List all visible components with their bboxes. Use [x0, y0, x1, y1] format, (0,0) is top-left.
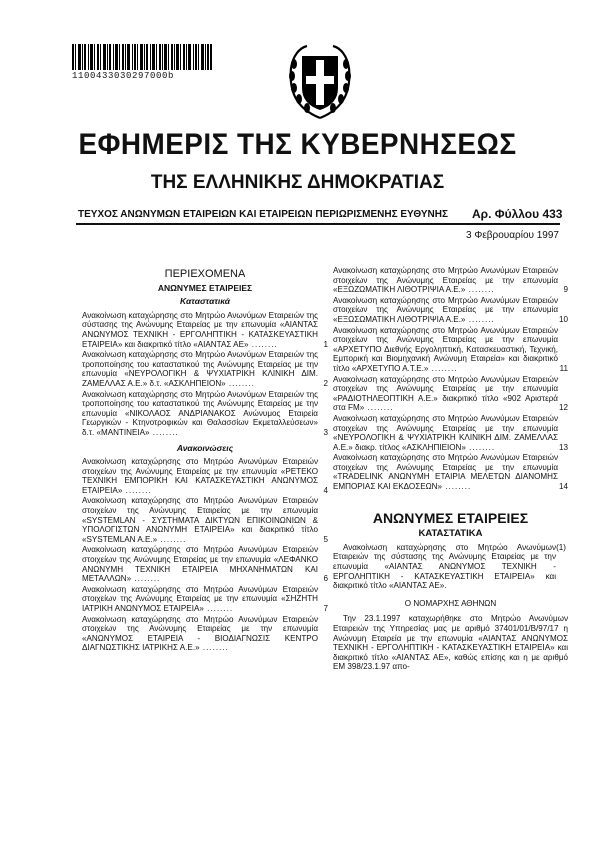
leader-dots: ........ [442, 482, 472, 492]
page-number: 7 [323, 604, 328, 613]
page-number: 10 [558, 314, 568, 324]
leader-dots: ........ [203, 604, 234, 613]
sheet-number: Αρ. Φύλλου 433 [472, 207, 563, 221]
contents-list-statutes [82, 311, 328, 438]
contents-entry [333, 414, 568, 452]
body-subsection-heading: ΚΑΤΑΣΤΑΤΙΚΑ [418, 528, 483, 540]
body-section-heading: ΑΝΩΝΥΜΕΣ ΕΤΑΙΡΕΙΕΣ [372, 509, 529, 526]
item-number: (1) [556, 542, 566, 552]
contents-entry [82, 457, 328, 495]
entry-text: Ανακοίνωση καταχώρησης στο Μητρώο Ανωνύμων Εταιρειών στοιχείων της Ανώνυμης Εταιρείας με την επωνυμία «ΝΕΥΡΟΛΟΓΙΚΗ & ΨΥΧΙΑΤΡΙΚΗ ΚΛΙΝΙΚΗ ΔΙΜ. ΖΑΜΕΛΛΑΣ Α.Ε.» διακρ. τίτλος «ΑΣΚΛΗΠΙΕΙΟΝ» [333, 413, 558, 452]
leader-dots: ........ [465, 442, 496, 452]
entry-text: Ανακοίνωση καταχώρησης στο Μητρώο Ανωνύμων Εταιρειών της τροποποίησης του καταστατικού της Ανώνυμης Εταιρείας με την επωνυμία «ΝΕΥΡΟΛΟΓΙΚΗ & ΨΥΧΙΑΤΡΙΚΗ ΚΛΙΝΙΚΗ ΔΙΜ. ΖΑΜΕΛΛΑΣ Α.Ε.» δ.τ. «ΑΣΚΛΗΠΕΙΟΝ» [82, 350, 318, 388]
gazette-subtitle: ΤΗΣ ΕΛΛΗΝΙΚΗΣ ΔΗΜΟΚΡΑΤΙΑΣ [150, 172, 445, 193]
entry-text: Ανακοίνωση καταχώρησης στο Μητρώο Ανωνύμων Εταιρειών στοιχείων της Ανώνυμης Εταιρείας με την επωνυμία «ΡΑΔΙΟΤΗΛΕΟΠΤΙΚΗ Α.Ε.» διακριτικό τίτλο «902 Αριστερά στα FM» [333, 374, 558, 413]
barcode [72, 44, 212, 70]
leader-dots: ........ [157, 534, 187, 544]
nomarch-heading: Ο ΝΟΜΑΡΧΗΣ ΑΘΗΝΩΝ [404, 598, 497, 608]
contents-entry [333, 296, 568, 325]
leader-dots: ........ [428, 363, 458, 373]
entry-text: Ανακοίνωση καταχώρησης στο Μητρώο Ανωνύμων Εταιρειών στοιχείων της Ανώνυμης Εταιρείας με την επωνυμία «ΕΞΩΖΩΜΑΤΙΚΗ ΛΙΘΟΤΡΙΨΙΑ Α.Ε.» [333, 266, 558, 295]
contents-sub-announcements: Ανακοινώσεις [176, 442, 234, 453]
contents-entry [82, 545, 328, 583]
entry-text: Ανακοίνωση καταχώρησης στο Μητρώο Ανωνύμων Εταιρειών στοιχείων της Ανώνυμης Εταιρείας με την επωνυμία «ΕΞΩΣΩΜΑΤΙΚΗ ΛΙΘΟΤΡΙΨΙΑ Α.Ε.» [333, 295, 558, 324]
entry-text: Ανακοίνωση καταχώρησης στο Μητρώο Ανωνύμων Εταιρειών στοιχείων της Ανώνυμης Εταιρείας με την επωνυμία «ΡΕΤΕΚΟ ΤΕΧΝΙΚΗ ΕΜΠΟΡΙΚΗ ΚΑΙ ΚΑΤΑΣΚΕΥΑΣΤΙΚΗ ΑΝΩΝΥΜΟΣ ΕΤΑΙΡΕΙΑ» [82, 457, 318, 495]
contents-section: ΑΝΩΝΥΜΕΣ ΕΤΑΙΡΕΙΕΣ [157, 282, 253, 293]
right-column [333, 266, 568, 672]
leader-dots: ........ [149, 427, 179, 437]
leader-dots: ........ [248, 339, 278, 349]
page-number: 2 [323, 378, 328, 388]
page-number: 6 [323, 574, 328, 584]
leader-dots: ........ [122, 485, 152, 495]
page-number: 9 [563, 285, 568, 295]
contents-sub-statutes: Καταστατικά [180, 296, 230, 307]
contents-entry [82, 350, 328, 388]
page-number: 3 [323, 427, 328, 437]
entry-text: Ανακοίνωση καταχώρησης στο Μητρώο Ανωνύμων Εταιρειών στοιχείων της Ανώνυμης Εταιρείας με την επωνυμία «SYSTEMLAN - ΣΥΣΤΗΜΑΤΑ ΔΙΚΤΥΩΝ ΕΠΙΚΟΙΝΩΝΙΩΝ & ΥΠΟΛΟΓΙΣΤΩΝ ΑΝΩΝΥΜΗ ΕΤΑΙΡΕΙΑ» και διακριτικό τίτλο «SYSTEMLAN A.E.» [82, 496, 318, 544]
barcode-number: 1100433030297000b [72, 71, 175, 81]
contents-entry [333, 375, 568, 413]
leader-dots: ........ [225, 378, 255, 388]
leader-dots: ........ [199, 643, 229, 653]
contents-entry [333, 266, 568, 295]
contents-heading: ΠΕΡΙΕΧΟΜΕΝΑ [164, 268, 246, 280]
header-rule [76, 223, 560, 225]
page-number: 5 [323, 534, 328, 544]
contents-entry [333, 453, 568, 491]
leader-dots: ........ [465, 314, 495, 324]
contents-list-announcements [82, 457, 328, 653]
entry-text: Ανακοίνωση καταχώρησης στο Μητρώο Ανωνύμων Εταιρειών στοιχείων της Ανώνυμης Εταιρείας με την επωνυμία «ΛΕΦΑΝΚΟ ΑΝΩΝΥΜΗ ΤΕΧΝΙΚΗ ΕΤΑΙΡΕΙΑ ΜΗΧΑΝΗΜΑΤΩΝ ΚΑΙ ΜΕΤΑΛΛΩΝ» [82, 545, 318, 584]
page-number: 4 [323, 485, 328, 495]
page-number: 12 [558, 403, 568, 413]
contents-entry [82, 390, 328, 438]
body-paragraph: Την 23.1.1997 καταχωρήθηκε στο Μητρώο Ανωνύμων Εταιρειών της Υπηρεσίας μας με αριθμό 37401/01/Β/97/17 η Ανώνυμη Εταιρεία με την επωνυμία «ΑΙΑΝΤΑΣ ΑΝΩΝΥΜΟΣ ΤΕΧΝΙΚΗ - ΕΡΓΟΛΗΠΤΙΚΗ - ΚΑΤΑΣΚΕΥΑΣΤΙΚΗ ΕΤΑΙΡΕΙΑ» και διακριτικό τίτλο «ΑΙΑΝΤΑΣ ΑΕ», καθώς επίσης και η με αριθμό ΕΜ 398/23.1.97 απο- [333, 614, 568, 672]
contents-entry [82, 496, 328, 544]
coat-of-arms-icon [285, 42, 355, 120]
entry-text: Ανακοίνωση καταχώρησης στο Μητρώο Ανωνύμων Εταιρειών της σύστασης της Ανώνυμης Εταιρείας με την επωνυμία «ΑΙΑΝΤΑΣ ΑΝΩΝΥΜΟΣ ΤΕΧΝΙΚΗ - ΕΡΓΟΛΗΠΤΙΚΗ - ΚΑΤΑΣΚΕΥΑΣΤΙΚΗ ΕΤΑΙΡΕΙΑ» και διακριτικό τίτλο «ΑΙΑΝΤΑΣ ΑΕ» [82, 310, 318, 349]
issue-date: 3 Φεβρουαρίου 1997 [466, 230, 559, 241]
page-number: 11 [559, 363, 568, 373]
page-number: 13 [558, 442, 568, 452]
entry-text: Ανακοίνωση καταχώρησης στο Μητρώο Ανωνύμων Εταιρειών της τροποποίησης του καταστατικού της Ανώνυμης Εταιρείας με την επωνυμία «ΝΙΚΟΛΑΟΣ ΑΝΔΡΙΑΝΑΚΟΣ Ανώνυμος Εταιρεία Γεωργικών - Κτηνοτροφικών και Θαλασσίων Εκμεταλλεύσεων» δ.τ. «ΜΑΝΤΙΝΕΙΑ» [82, 389, 318, 437]
contents-entry [333, 326, 568, 374]
entry-text: Ανακοίνωση καταχώρησης στο Μητρώο Ανωνύμων Εταιρειών στοιχείων της Ανώνυμης Εταιρείας με την επωνυμία «ΣΗΖΗΤΗ ΙΑΤΡΙΚΗ ΑΝΩΝΥΜΟΣ ΕΤΑΙΡΕΙΑ» [82, 584, 318, 613]
body-item [333, 543, 568, 591]
contents-left-column [82, 266, 328, 654]
page-number: 1 [323, 339, 328, 349]
contents-entry [82, 585, 328, 614]
page-number: 14 [558, 482, 568, 492]
body-intro: Ανακοίνωση καταχώρησης στο Μητρώο Ανωνύμων Εταιρειών της σύστασης της Ανώνυμης Εταιρείας με την επωνυμία «ΑΙΑΝΤΑΣ ΑΝΩΝΥΜΟΣ ΤΕΧΝΙΚΗ - ΕΡΓΟΛΗΠΤΙΚΗ - ΚΑΤΑΣΚΕΥΑΣΤΙΚΗ ΕΤΑΙΡΕΙΑ» και διακριτικό τίτλο «ΑΙΑΝΤΑΣ ΑΕ». [333, 542, 556, 591]
entry-text: Ανακοίνωση καταχώρησης στο Μητρώο Ανωνύμων Εταιρειών στοιχείων της Ανώνυμης Εταιρείας με την επωνυμία «TRADELINK ΑΝΩΝΥΜΗ ΕΤΑΙΡΙΑ ΜΕΛΕΤΩΝ ΔΙΑΝΟΜΗΣ ΕΜΠΟΡΙΑΣ ΚΑΙ ΕΚΔΟΣΕΩΝ» [333, 453, 558, 492]
entry-text: Ανακοίνωση καταχώρησης στο Μητρώο Ανωνύμων Εταιρειών στοιχείων της Ανώνυμης Εταιρείας με την επωνυμία «ΑΡΧΕΤΥΠΟ Διεθνής Εργοληπτική, Κατασκευαστική, Τεχνική, Εμπορική και Βιομηχανική Ανώνυμη Εταιρεία» και διακριτικό τίτλο «ΑΡΧΕΤΥΠΟ Α.Τ.Ε.» [333, 325, 558, 373]
contents-list-right [333, 266, 568, 492]
leader-dots: ........ [131, 574, 161, 584]
contents-entry [82, 615, 328, 653]
entry-text: Ανακοίνωση καταχώρησης στο Μητρώο Ανωνύμων Εταιρειών στοιχείων της Ανώνυμης Εταιρείας με την επωνυμία «ΑΝΩΝΥΜΟΣ ΕΤΑΙΡΕΙΑ - ΒΙΟΔΙΑΓΝΩΣΙΣ ΚΕΝΤΡΟ ΔΙΑΓΝΩΣΤΙΚΗΣ ΙΑΤΡΙΚΗΣ Α.Ε.» [82, 614, 318, 653]
gazette-title: ΕΦΗΜΕΡΙΣ ΤΗΣ ΚΥΒΕΡΝΗΣΕΩΣ [78, 128, 517, 161]
issue-type: ΤΕΥΧΟΣ ΑΝΩΝΥΜΩΝ ΕΤΑΙΡΕΙΩΝ ΚΑΙ ΕΤΑΙΡΕΙΩΝ ΠΕΡΙΩΡΙΣΜΕΝΗΣ ΕΥΘΥΝΗΣ [78, 209, 448, 220]
contents-entry [82, 311, 328, 349]
leader-dots: ........ [364, 403, 394, 413]
leader-dots: ........ [465, 285, 495, 295]
